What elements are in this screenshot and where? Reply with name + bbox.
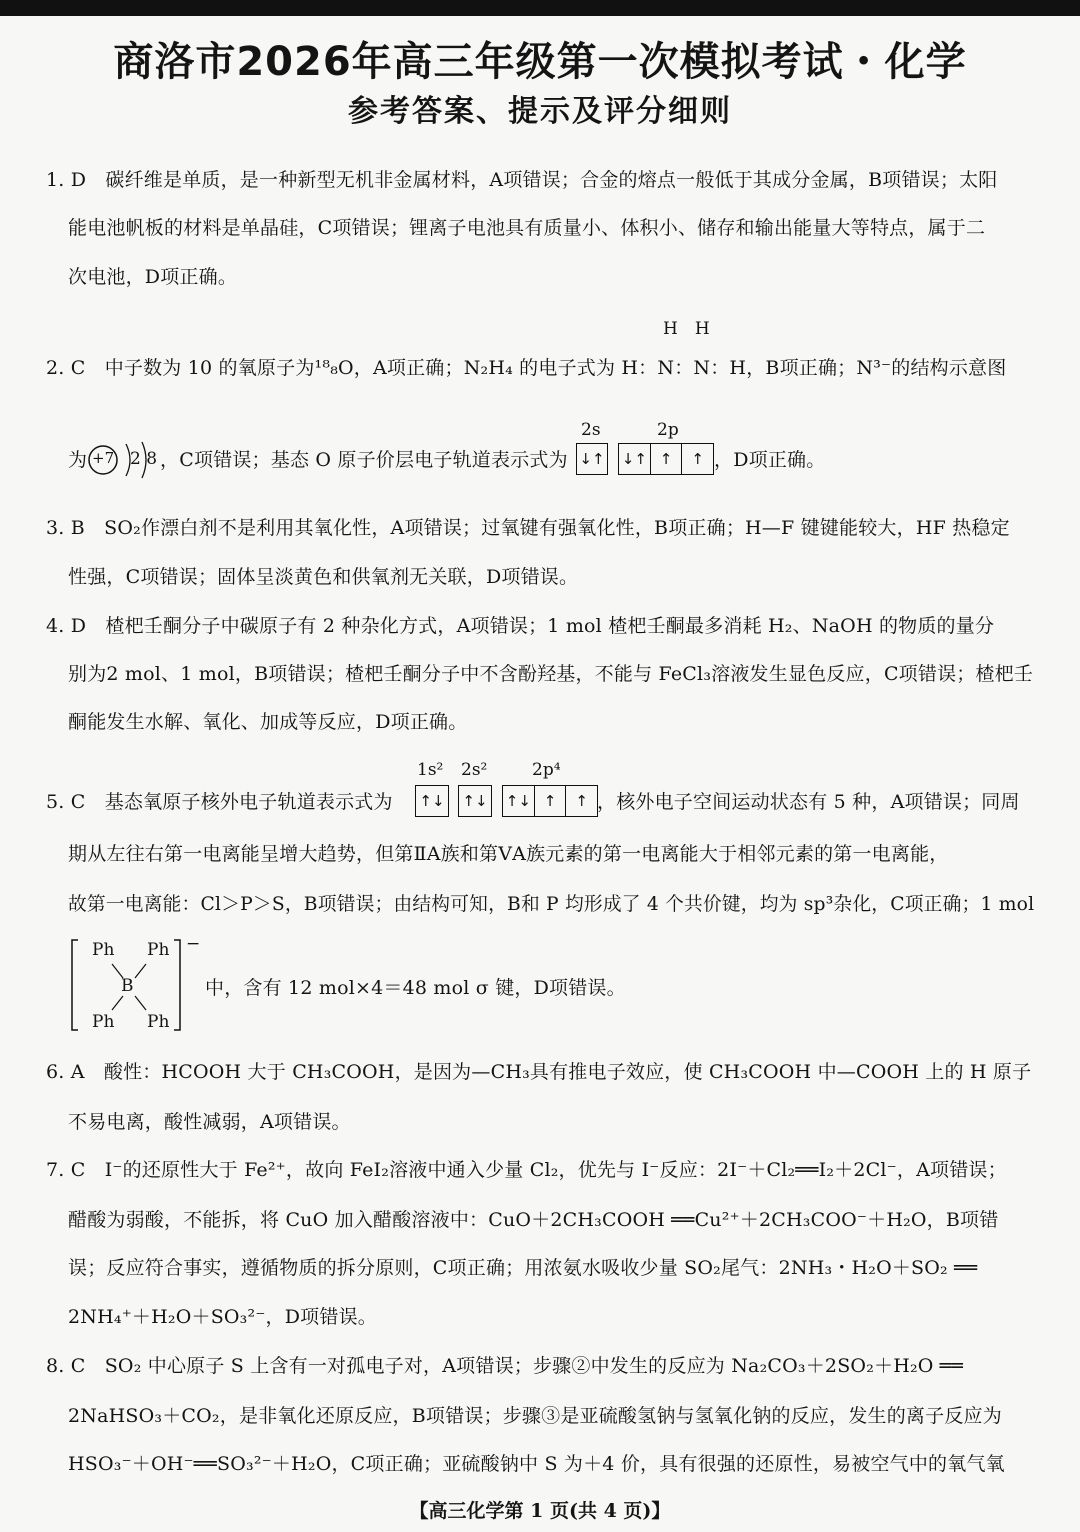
- q5-line-2: 期从左往右第一电离能呈增大趋势，但第ⅡA族和第ⅤA族元素的第一电离能大于相邻元素的第一电离能，: [68, 843, 949, 865]
- struct-ph-bottom-right: Ph: [147, 1012, 170, 1032]
- q5-label-1s: 1s²: [417, 760, 444, 780]
- q1-line-1: 1. D 碳纤维是单质，是一种新型无机非金属材料，A项错误；合金的熔点一般低于其成分金属，B项错误；太阳: [46, 169, 998, 191]
- page-subtitle: 参考答案、提示及评分细则: [348, 94, 732, 129]
- orbital-cell: ↑: [535, 786, 567, 816]
- orbital-cell: ↓↑: [579, 450, 605, 468]
- struct-ph-top-left: Ph: [92, 940, 115, 960]
- q5-line-1-post: ，核外电子空间运动状态有 5 种，A项错误；同周: [597, 791, 1020, 813]
- q2-orbital-2p: [618, 443, 714, 475]
- q2-line-2-post: ，D项正确。: [714, 449, 826, 471]
- q7-line-2: 醋酸为弱酸，不能拆，将 CuO 加入醋酸溶液中：CuO＋2CH₃COOH ══Cu²⁺＋2CH₃COO⁻＋H₂O，B项错: [68, 1209, 999, 1231]
- struct-ph-top-right: Ph: [147, 940, 170, 960]
- q3-line-2: 性强，C项错误；固体呈淡黄色和供氧剂无关联，D项错误。: [68, 566, 579, 588]
- n3-nucleus-charge: +7: [92, 449, 115, 467]
- orbital-cell: ↓↑: [619, 444, 651, 474]
- orbital-cell: ↑: [651, 444, 683, 474]
- q2-line-2-prefix: 为: [68, 449, 88, 471]
- q2-label-2s: 2s: [581, 420, 601, 440]
- q3-line-1: 3. B SO₂作漂白剂不是利用其氧化性，A项错误；过氧键有强氧化性，B项正确；H—F 键键能较大，HF 热稳定: [46, 517, 1010, 539]
- q1-line-2: 能电池帆板的材料是单晶硅，C项错误；锂离子电池具有质量小、体积小、储存和输出能量大等特点，属于二: [68, 217, 986, 239]
- orbital-cell: ↑↓: [419, 792, 445, 810]
- struct-boron: B: [121, 976, 134, 996]
- q5-orbital-2s: [458, 785, 492, 817]
- n3-electron-shells: 2 8: [130, 449, 158, 469]
- q6-line-2: 不易电离，酸性减弱，A项错误。: [68, 1111, 351, 1133]
- q8-line-1: 8. C SO₂ 中心原子 S 上含有一对孤电子对，A项错误；步骤②中发生的反应为 Na₂CO₃＋2SO₂＋H₂O ══: [46, 1355, 964, 1377]
- q2-label-2p: 2p: [657, 420, 679, 440]
- q6-line-1: 6. A 酸性：HCOOH 大于 CH₃COOH，是因为—CH₃具有推电子效应，使 CH₃COOH 中—COOH 上的 H 原子: [46, 1061, 1032, 1083]
- q8-line-3: HSO₃⁻＋OH⁻══SO₃²⁻＋H₂O，C项正确；亚硫酸钠中 S 为＋4 价，具有很强的还原性，易被空气中的氧气氧: [68, 1453, 1005, 1475]
- orbital-cell: ↑↓: [503, 786, 535, 816]
- q5-line-3: 故第一电离能：Cl＞P＞S，B项错误；由结构可知，B和 P 均形成了 4 个共价键，均为 sp³杂化，C项正确；1 mol: [68, 893, 1035, 915]
- q4-line-2: 别为2 mol、1 mol，B项错误；楂杷壬酮分子中不含酚羟基，不能与 FeCl₃溶液发生显色反应，C项错误；楂杷壬: [68, 663, 1034, 685]
- q5-orbital-2p: [502, 785, 598, 817]
- struct-ph-bottom-left: Ph: [92, 1012, 115, 1032]
- q7-line-3: 误；反应符合事实，遵循物质的拆分原则，C项正确；用浓氨水吸收少量 SO₂尾气：2NH₃・H₂O＋SO₂ ══: [68, 1257, 978, 1279]
- q5-label-2s: 2s²: [461, 760, 488, 780]
- q5-line-1-prefix: 5. C 基态氧原子核外电子轨道表示式为: [46, 791, 393, 813]
- q5-label-2p: 2p⁴: [532, 760, 561, 780]
- q8-line-2: 2NaHSO₃＋CO₂，是非氧化还原反应，B项错误；步骤③是亚硫酸氢钠与氢氧化钠的反应，发生的离子反应为: [68, 1405, 1002, 1427]
- q4-line-3: 酮能发生水解、氧化、加成等反应，D项正确。: [68, 711, 468, 733]
- q2-line-1: 2. C 中子数为 10 的氧原子为¹⁸₈O，A项正确；N₂H₄ 的电子式为 H：N：N：H，B项正确；N³⁻的结构示意图: [46, 357, 1007, 379]
- orbital-cell: ↑↓: [462, 792, 488, 810]
- q4-line-1: 4. D 楂杷壬酮分子中碳原子有 2 种杂化方式，A项错误；1 mol 楂杷壬酮最多消耗 H₂、NaOH 的物质的量分: [46, 615, 995, 637]
- q5-orbital-1s: [415, 785, 449, 817]
- q2-line-2-mid: ，C项错误；基态 O 原子价层电子轨道表示式为: [160, 449, 568, 471]
- q1-line-3: 次电池，D项正确。: [68, 266, 238, 288]
- q5-line-4: 中，含有 12 mol×4＝48 mol σ 键，D项错误。: [205, 977, 626, 999]
- q7-line-4: 2NH₄⁺＋H₂O＋SO₃²⁻，D项错误。: [68, 1306, 377, 1328]
- orbital-cell: ↑: [691, 450, 704, 468]
- page-title: 商洛市2026年高三年级第一次模拟考试・化学: [113, 39, 967, 85]
- q2-h-atoms: H H: [663, 319, 710, 339]
- orbital-cell: ↑: [575, 792, 588, 810]
- top-edge-bar: [0, 0, 1080, 16]
- page-footer: 【高三化学第 1 页(共 4 页)】: [409, 1500, 671, 1522]
- struct-charge: −: [186, 934, 201, 954]
- q2-orbital-2s: [576, 443, 608, 475]
- q7-line-1: 7. C I⁻的还原性大于 Fe²⁺，故向 FeI₂溶液中通入少量 Cl₂，优先与 I⁻反应：2I⁻＋Cl₂══I₂＋2Cl⁻，A项错误；: [46, 1159, 1007, 1181]
